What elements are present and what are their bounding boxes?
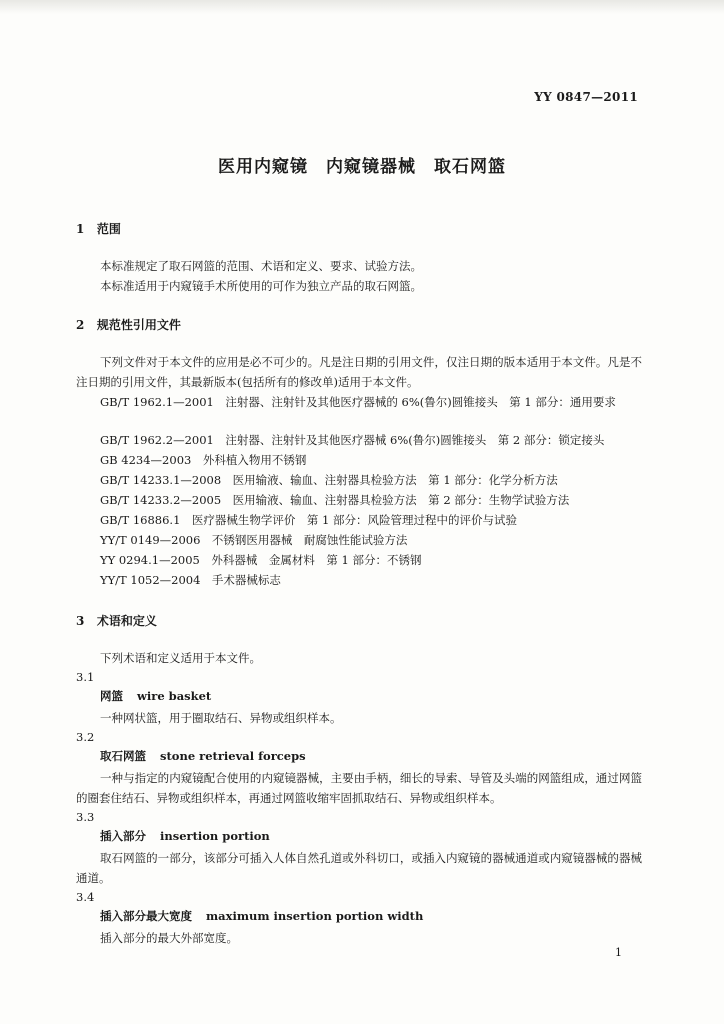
section-title: 术语和定义 — [96, 614, 157, 628]
reference-item: GB/T 1962.2—2001 注射器、注射针及其他医疗器械 6%(鲁尔)圆锥接头 第 2 部分：锁定接头 — [100, 433, 605, 447]
reference-item: GB/T 1962.1—2001 注射器、注射针及其他医疗器械的 6%(鲁尔)圆锥接头 第 1 部分：通用要求 — [100, 395, 616, 409]
term-heading — [100, 688, 211, 704]
term-definition: 一种网状篮，用于圈取结石、异物或组织样本。 — [100, 711, 342, 725]
section-number: 1 — [76, 222, 85, 236]
section-1-heading — [76, 220, 121, 237]
term-definition: 插入部分的最大外部宽度。 — [100, 931, 238, 945]
term-en: stone retrieval forceps — [160, 749, 306, 763]
term-definition: 一种与指定的内窥镜配合使用的内窥镜器械，主要由手柄，细长的导索、导管及头端的网篮组成，通过网篮的圈套住结石、异物或组织样本，再通过网篮收缩牢固抓取结石、异物或组织样本。 — [76, 771, 642, 805]
term-en: wire basket — [137, 689, 212, 703]
term-definition: 取石网篮的一部分，该部分可插入人体自然孔道或外科切口，或插入内窥镜的器械通道或内窥镜器械的器械通道。 — [76, 851, 642, 885]
reference-item: GB/T 14233.2—2005 医用输液、输血、注射器具检验方法 第 2 部分：生物学试验方法 — [100, 493, 570, 507]
section-2-heading — [76, 316, 181, 333]
normative-intro: 下列文件对于本文件的应用是必不可少的。凡是注日期的引用文件，仅注日期的版本适用于本文件。凡是不注日期的引用文件，其最新版本(包括所有的修改单)适用于本文件。 — [76, 355, 642, 389]
scope-paragraph-1: 本标准规定了取石网篮的范围、术语和定义、要求、试验方法。 — [100, 259, 422, 273]
term-number: 3.1 — [76, 670, 95, 684]
document-title: 医用内窥镜 内窥镜器械 取石网篮 — [218, 157, 506, 177]
scan-edge — [0, 0, 724, 14]
reference-item: YY 0294.1—2005 外科器械 金属材料 第 1 部分：不锈钢 — [100, 553, 422, 567]
reference-item: YY/T 0149—2006 不锈钢医用器械 耐腐蚀性能试验方法 — [100, 533, 408, 547]
page-number: 1 — [615, 946, 622, 959]
section-3-heading — [76, 612, 157, 629]
term-cn: 取石网篮 — [100, 749, 146, 763]
terms-intro: 下列术语和定义适用于本文件。 — [100, 651, 261, 665]
term-number: 3.3 — [76, 810, 95, 824]
term-cn: 插入部分最大宽度 — [100, 909, 192, 923]
term-en: maximum insertion portion width — [206, 909, 424, 923]
term-heading — [100, 748, 306, 764]
section-number: 2 — [76, 318, 85, 332]
reference-item: GB 4234—2003 外科植入物用不锈钢 — [100, 453, 307, 467]
term-number: 3.4 — [76, 890, 95, 904]
scope-paragraph-2: 本标准适用于内窥镜手术所使用的可作为独立产品的取石网篮。 — [100, 279, 422, 293]
term-cn: 插入部分 — [100, 829, 146, 843]
term-heading — [100, 908, 423, 924]
section-title: 范围 — [96, 222, 121, 236]
standard-code: YY 0847—2011 — [534, 90, 638, 104]
reference-item: YY/T 1052—2004 手术器械标志 — [100, 573, 281, 587]
term-en: insertion portion — [160, 829, 270, 843]
term-heading — [100, 828, 270, 844]
section-number: 3 — [76, 614, 85, 628]
reference-item: GB/T 16886.1 医疗器械生物学评价 第 1 部分：风险管理过程中的评价与试验 — [100, 513, 518, 527]
reference-item: GB/T 14233.1—2008 医用输液、输血、注射器具检验方法 第 1 部分：化学分析方法 — [100, 473, 558, 487]
section-title: 规范性引用文件 — [96, 318, 181, 332]
term-number: 3.2 — [76, 730, 95, 744]
term-cn: 网篮 — [100, 689, 123, 703]
